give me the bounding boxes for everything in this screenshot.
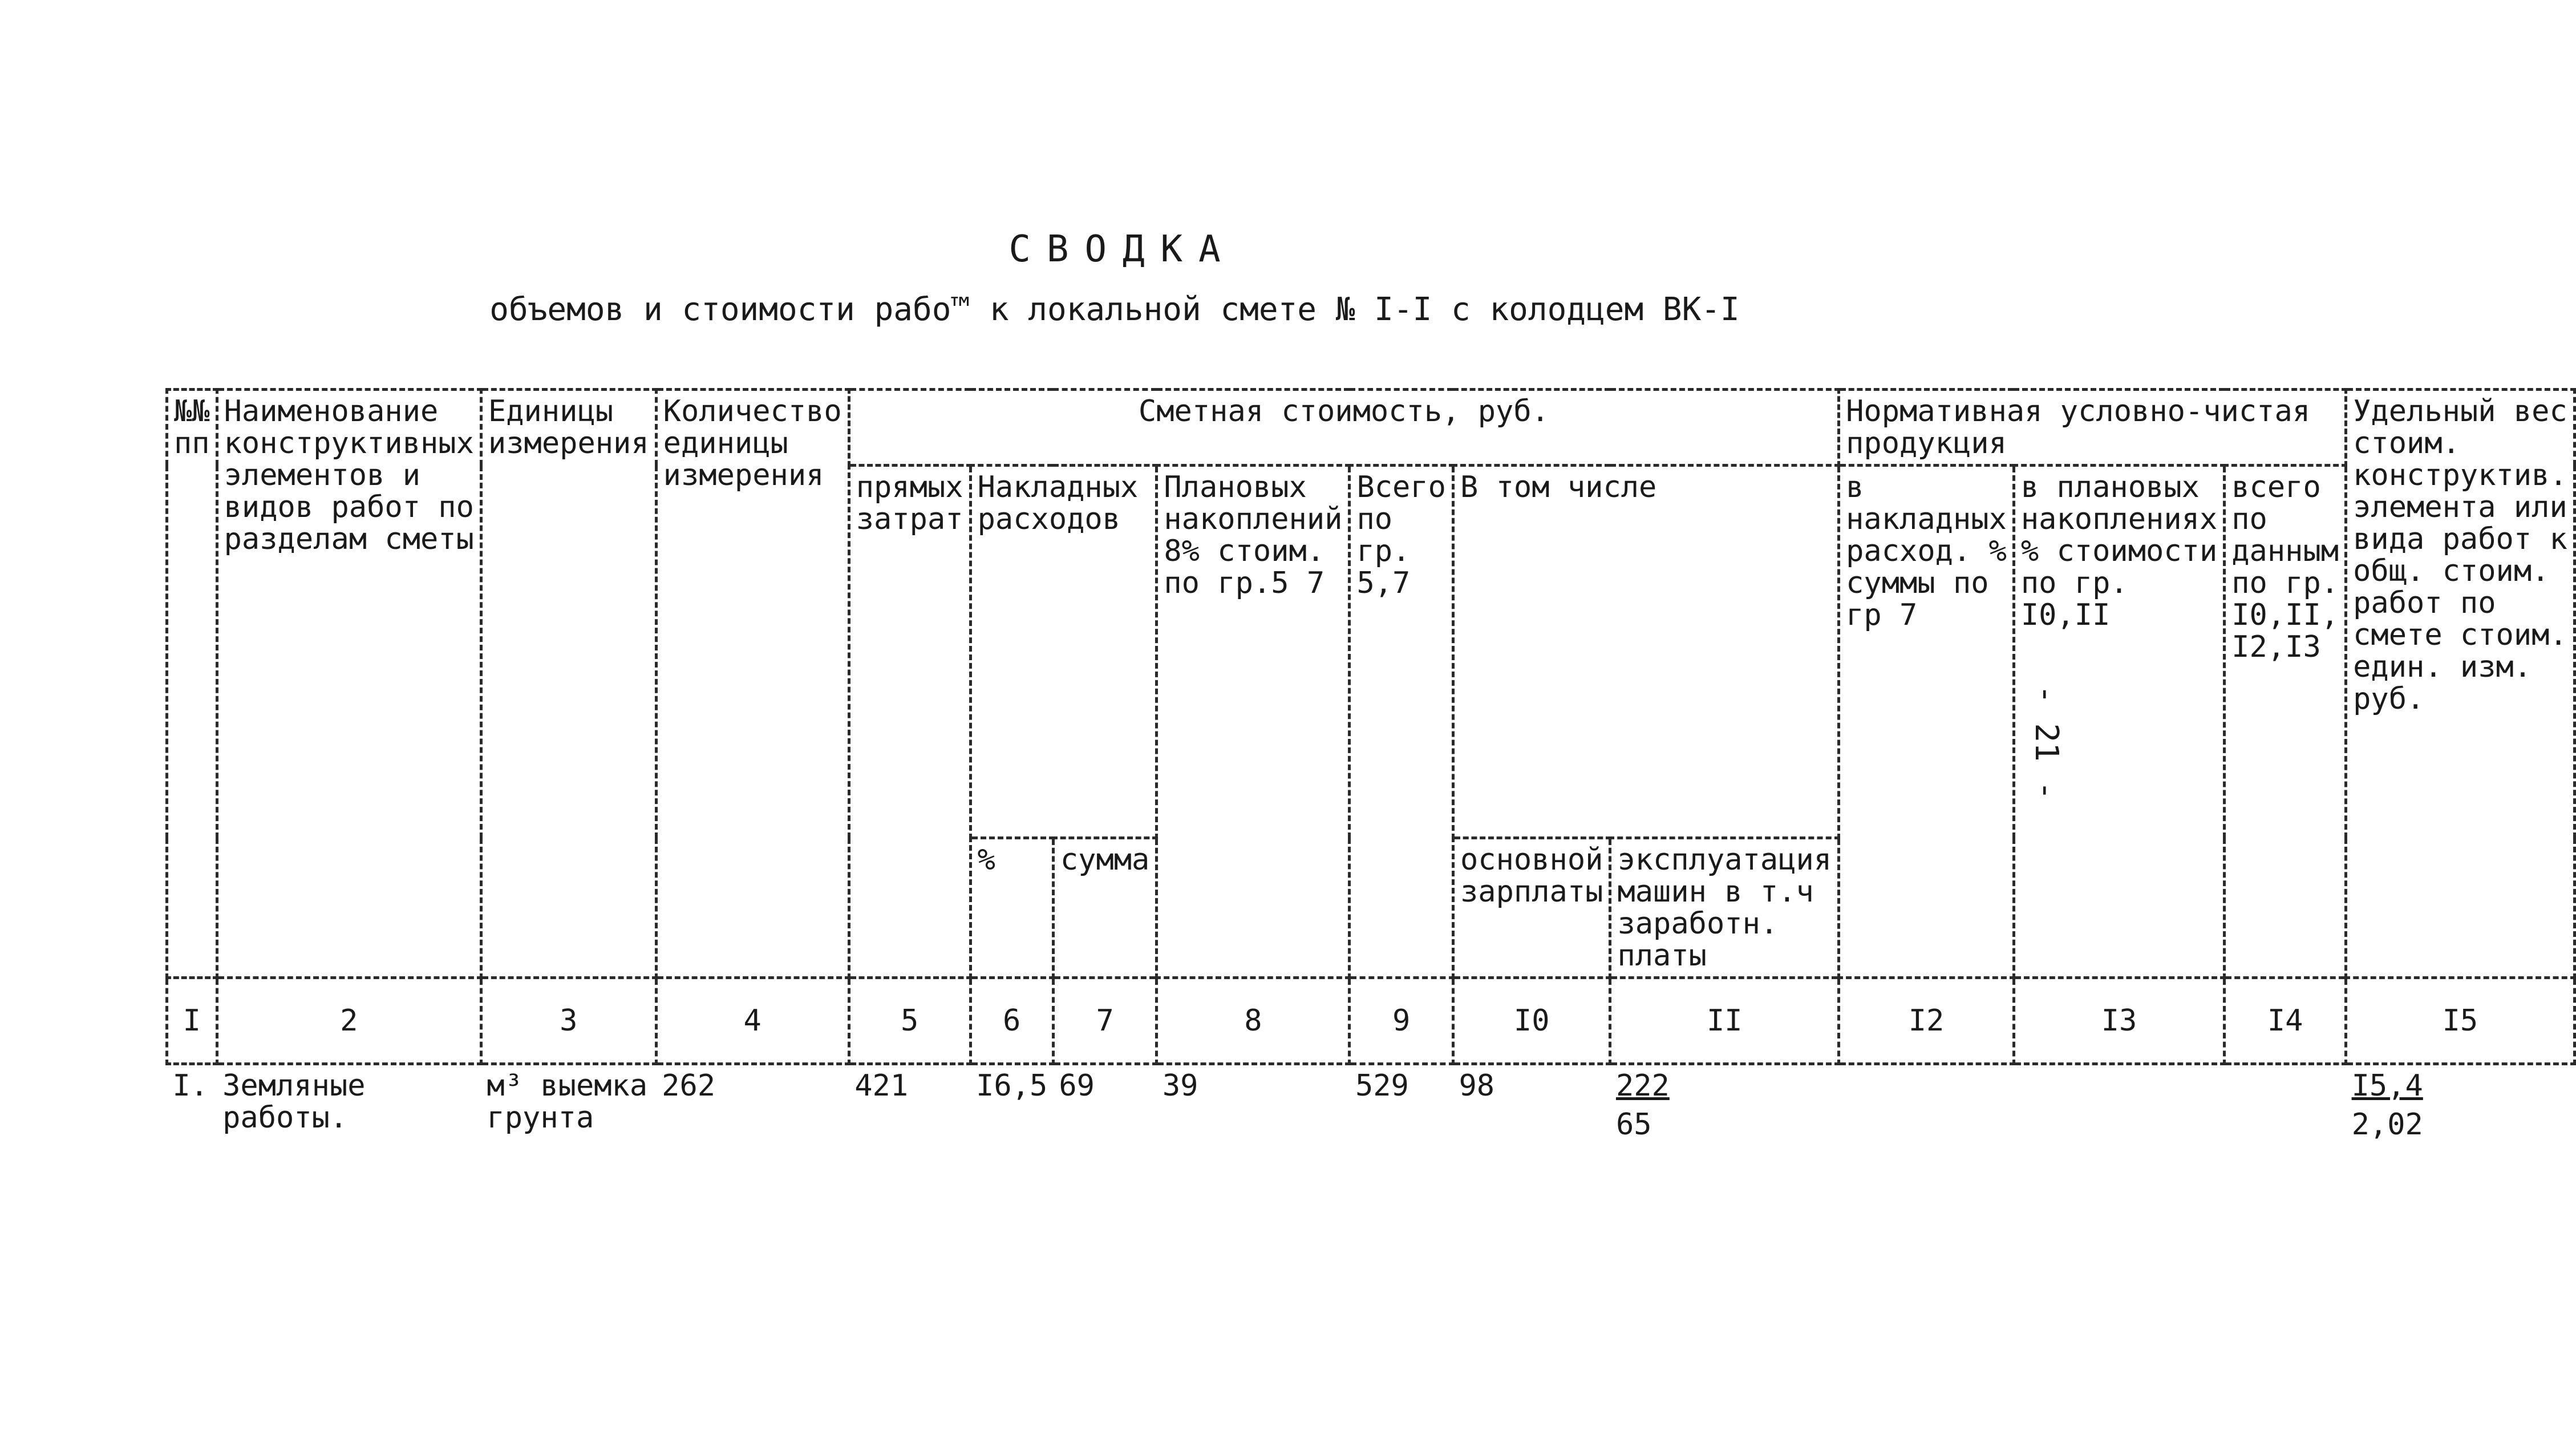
document-title: СВОДКА [1008, 228, 1237, 270]
col-number: 7 [1053, 978, 1157, 1064]
header-col-3: Единицы измерения [481, 390, 656, 978]
row-overhead-percent: I6,5 [970, 1064, 1053, 1146]
column-number-row [167, 978, 2575, 1064]
row-machines [1610, 1064, 1839, 1146]
col-number: 9 [1350, 978, 1453, 1064]
header-col-12: в накладных расход. % суммы по гр 7 [1839, 466, 2014, 978]
row-norm-overhead [1839, 1064, 2014, 1146]
row-machines-value: 222 [1615, 1069, 1670, 1103]
col-number: I5 [2346, 978, 2575, 1064]
row-share [2346, 1064, 2575, 1146]
header-col-2: Наименование конструктивных элементов и видов работ по разделам сметы [217, 390, 481, 978]
row-machines-wage: 65 [1615, 1108, 1652, 1142]
summary-table [165, 388, 2576, 1145]
row-number: I. [167, 1064, 217, 1146]
row-norm-planned [2014, 1064, 2224, 1146]
header-col-13: в плановых накоплениях % стоимости по гр. I0,II [2014, 466, 2224, 978]
col-number: 2 [217, 978, 481, 1064]
row-share-value: I5,4 [2351, 1069, 2423, 1103]
col-number: 4 [656, 978, 849, 1064]
col-number: 8 [1157, 978, 1350, 1064]
col-number: 3 [481, 978, 656, 1064]
header-col-9: Всего по гр. 5,7 [1350, 466, 1453, 978]
row-name: Земляные работы. [217, 1064, 481, 1146]
row-overhead-sum: 69 [1053, 1064, 1157, 1146]
col-number: I0 [1453, 978, 1610, 1064]
col-number: I4 [2225, 978, 2346, 1064]
row-unit: м³ выемка грунта [481, 1064, 656, 1146]
table-row [167, 1064, 2575, 1146]
col-number: I3 [2014, 978, 2224, 1064]
header-col-11: эксплуатация машин в т.ч заработн. платы [1610, 838, 1839, 978]
header-group-overhead: Накладных расходов [970, 466, 1157, 838]
col-number: 5 [849, 978, 970, 1064]
row-quantity: 262 [656, 1064, 849, 1146]
header-col-15: Удельный вес стоим. конструктив. элемента или вида работ к общ. стоим. работ по смете стоим. един. изм. руб. [2346, 390, 2575, 978]
header-col-1: №№ пп [167, 390, 217, 978]
header-col-7: сумма [1053, 838, 1157, 978]
header-group-including: В том числе [1453, 466, 1838, 838]
row-base-salary: 98 [1453, 1064, 1610, 1146]
header-group-normative: Нормативная условно-чистая продукция [1839, 390, 2346, 466]
col-number: I2 [1839, 978, 2014, 1064]
header-col-6: % [970, 838, 1053, 978]
row-direct-costs: 421 [849, 1064, 970, 1146]
header-col-5: прямых затрат [849, 466, 970, 978]
header-col-8: Плановых накоплений 8% стоим. по гр.5 7 [1157, 466, 1350, 978]
col-number: 6 [970, 978, 1053, 1064]
page-number: - 21 - [2028, 685, 2065, 801]
header-group-cost: Сметная стоимость, руб. [849, 390, 1838, 466]
document-subtitle: объемов и стоимости рабо™ к локальной смете № I-I с колодцем ВК-I [489, 291, 1740, 328]
row-norm-total [2225, 1064, 2346, 1146]
header-col-14: всего по данным по гр. I0,II, I2,I3 [2225, 466, 2346, 978]
col-number: I [167, 978, 217, 1064]
row-total: 529 [1350, 1064, 1453, 1146]
header-col-4: Количество единицы измерения [656, 390, 849, 978]
header-row-1 [167, 390, 2575, 466]
col-number: II [1610, 978, 1839, 1064]
row-planned-savings: 39 [1157, 1064, 1350, 1146]
row-unit-cost: 2,02 [2351, 1108, 2423, 1142]
header-col-10: основной зарплаты [1453, 838, 1610, 978]
